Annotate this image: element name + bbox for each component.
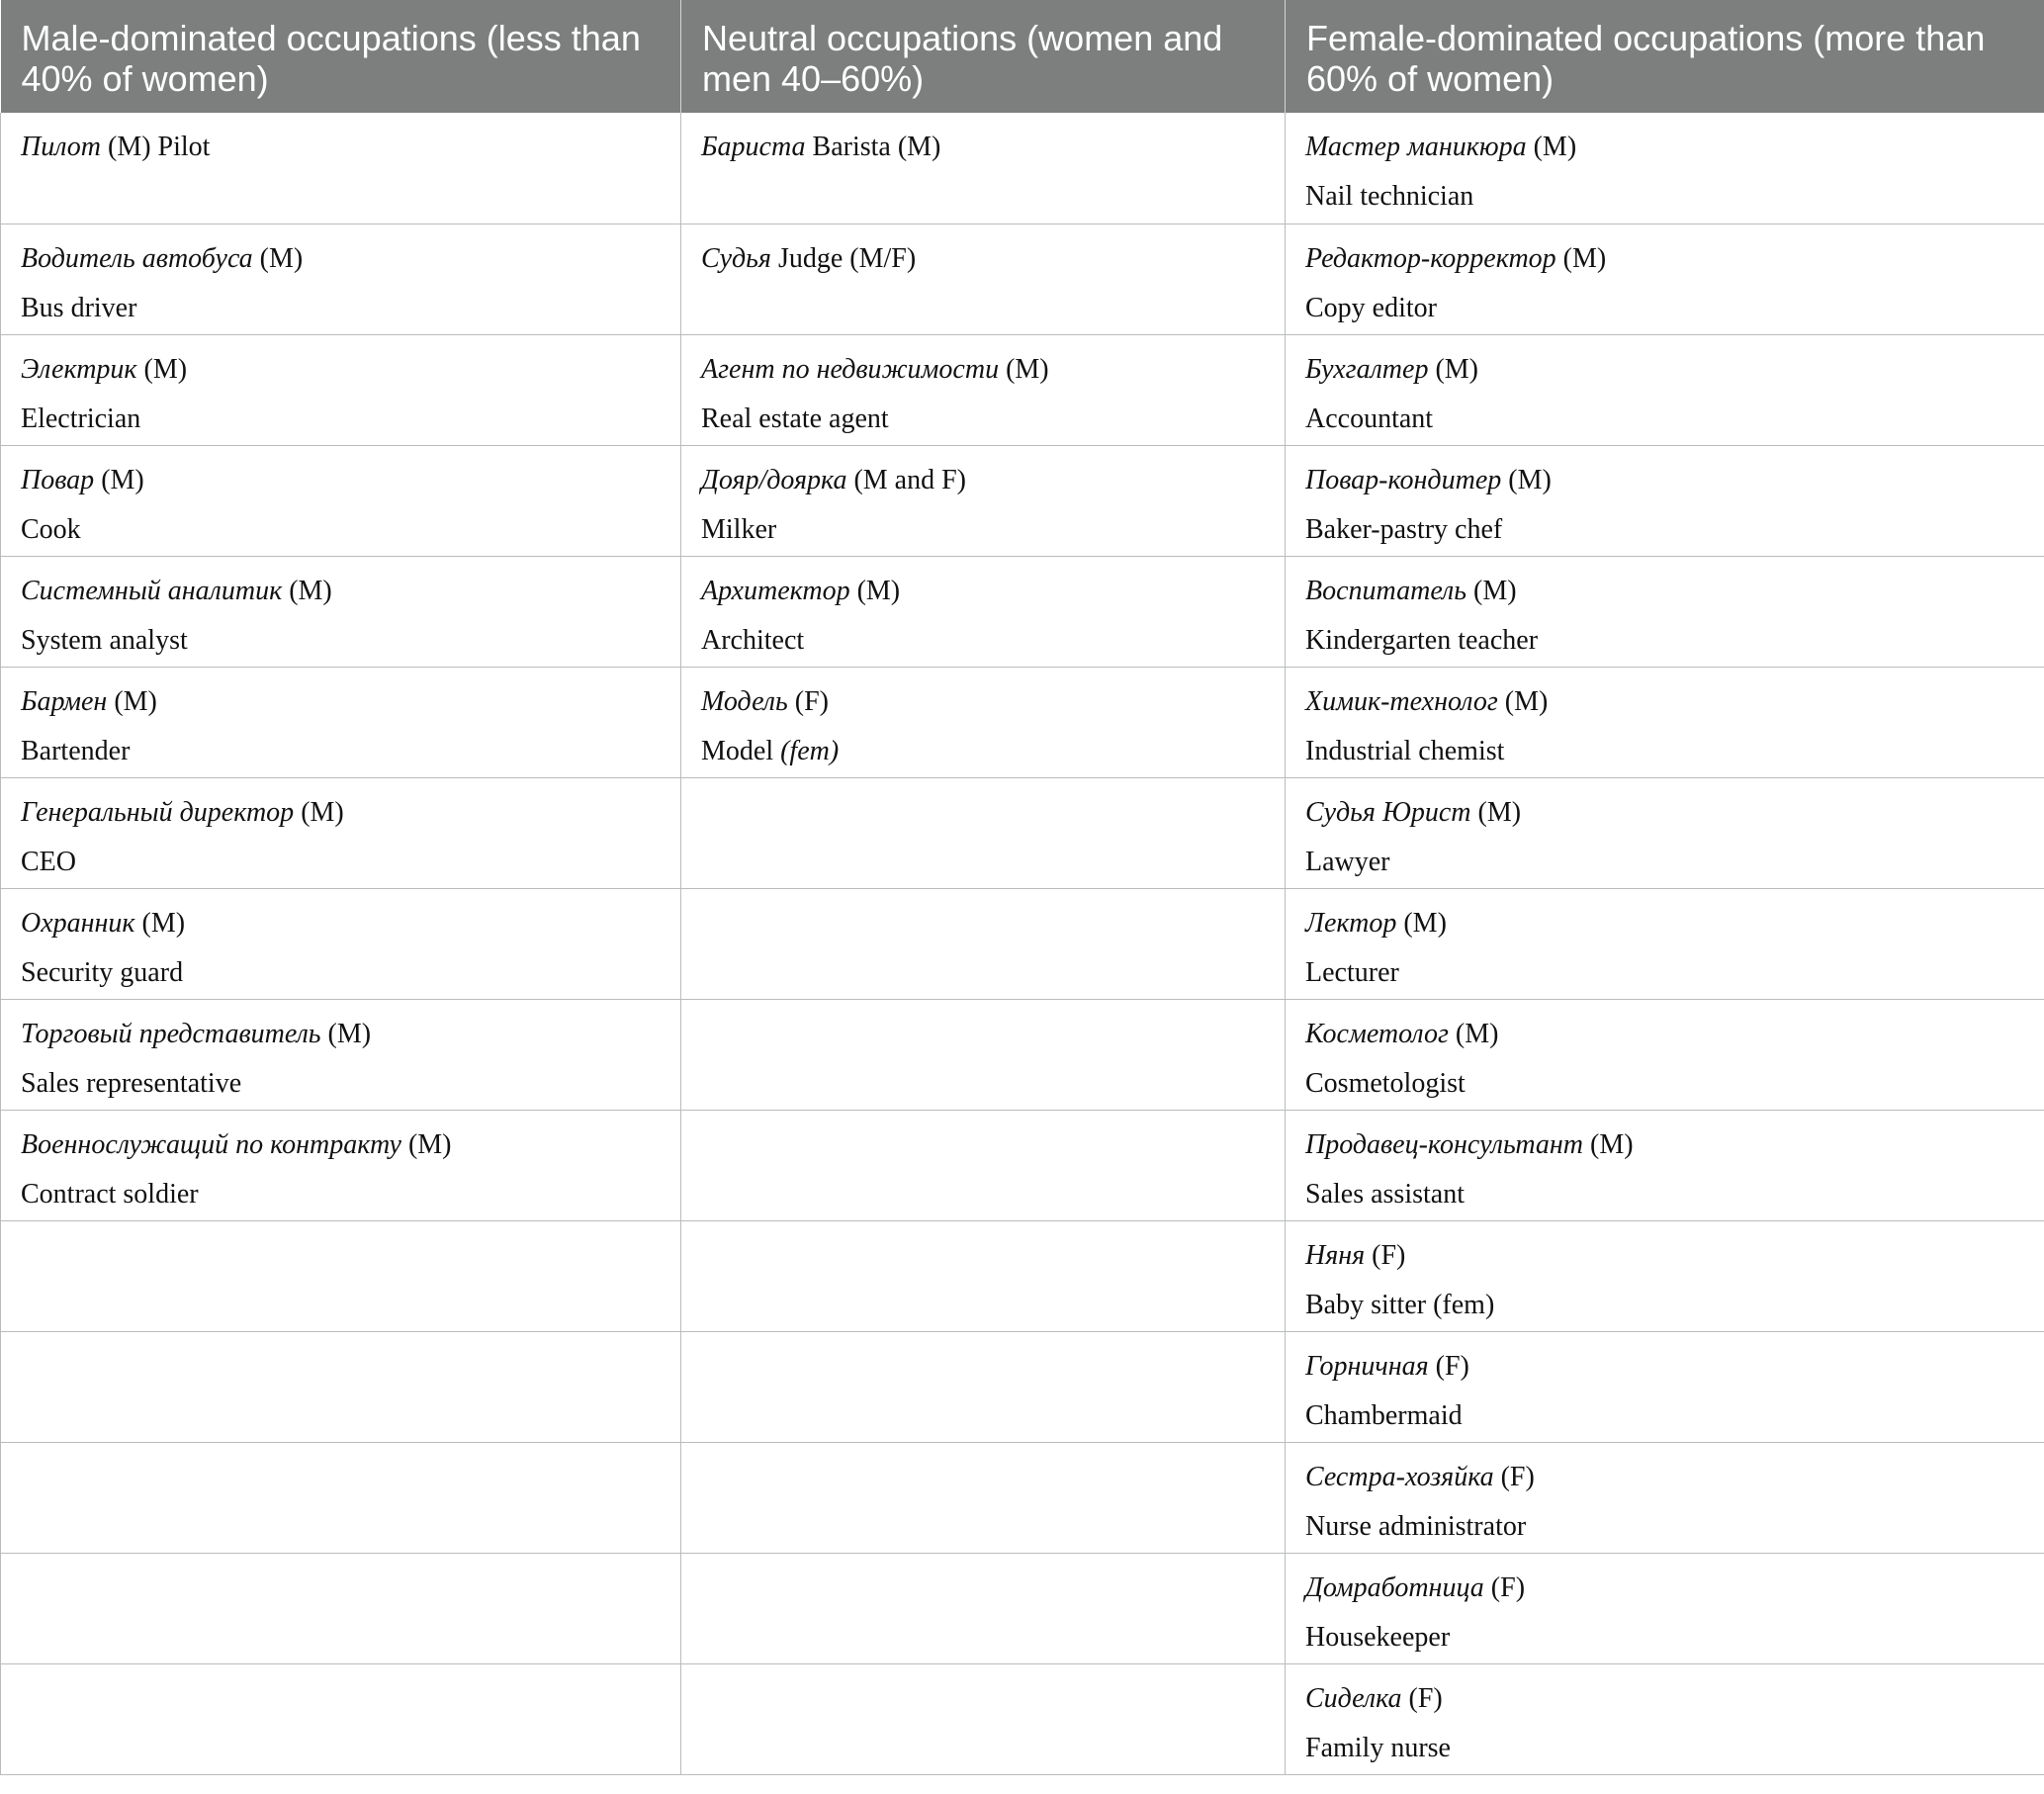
russian-term: Водитель автобуса (21, 242, 253, 274)
occupation-russian-line (1305, 567, 2024, 616)
russian-term: Пилот (21, 132, 101, 162)
cell-female (1286, 999, 2044, 1110)
occupation-russian-line (1305, 456, 2024, 505)
gender-tag: (M) (1448, 1018, 1499, 1049)
english-translation (21, 948, 661, 998)
gender-tag: (F) (1483, 1571, 1526, 1603)
occupation-russian-line (1305, 1342, 2024, 1391)
cell-neutral (681, 888, 1286, 999)
english-term: Industrial chemist (1305, 735, 1505, 766)
english-term: Kindergarten teacher (1305, 624, 1539, 656)
cell-neutral (681, 1553, 1286, 1663)
cell-female (1286, 445, 2044, 556)
english-term: Bus driver (21, 292, 137, 323)
english-translation (1305, 1613, 2024, 1662)
occupation-russian-line (1305, 677, 2024, 727)
occupation-russian-line (1305, 899, 2024, 948)
russian-term: Военнослужащий по контракту (21, 1128, 401, 1160)
table-row (1, 1110, 2044, 1220)
english-translation (1305, 1724, 2024, 1773)
russian-term: Сиделка (1305, 1682, 1402, 1714)
russian-term: Косметолог (1305, 1018, 1449, 1049)
cell-female (1286, 1663, 2044, 1774)
table-row (1, 1553, 2044, 1663)
gender-tag: (M) (282, 575, 332, 606)
russian-term: Электрик (21, 353, 137, 385)
english-term: Contract soldier (21, 1178, 199, 1210)
table-row (1, 1220, 2044, 1331)
english-translation (701, 505, 1265, 555)
gender-tag: Judge (M/F) (770, 242, 917, 274)
gender-tag: (M) (999, 353, 1049, 385)
table-row (1, 999, 2044, 1110)
russian-term: Агент по недвижимости (701, 353, 1000, 385)
gender-tag: (M) (107, 685, 157, 717)
english-term: Cook (21, 513, 81, 545)
occupation-russian-line (1305, 1453, 2024, 1502)
cell-male (1, 224, 681, 334)
table-row (1, 113, 2044, 224)
english-term: Housekeeper (1305, 1621, 1451, 1653)
cell-female (1286, 1553, 2044, 1663)
table-row (1, 1442, 2044, 1553)
cell-neutral (681, 999, 1286, 1110)
occupation-russian-line (701, 123, 1265, 172)
gender-tag: (M) (1526, 132, 1577, 162)
english-translation (1305, 505, 2024, 555)
russian-term: Модель (701, 685, 788, 717)
gender-tag: (F) (787, 685, 829, 717)
gender-tag: (M) (1396, 907, 1447, 939)
russian-term: Охранник (21, 907, 135, 939)
occupation-russian-line (21, 456, 661, 505)
english-term: Nail technician (1305, 181, 1474, 212)
occupation-russian-line (1305, 1564, 2024, 1613)
table-body (1, 113, 2044, 1774)
gender-tag: (M) (134, 907, 186, 939)
cell-female (1286, 224, 2044, 334)
english-translation (701, 727, 1265, 776)
cell-neutral (681, 777, 1286, 888)
russian-term: Лектор (1305, 907, 1397, 939)
table-row (1, 777, 2044, 888)
english-translation (21, 284, 661, 333)
cell-female (1286, 777, 2044, 888)
cell-female (1286, 1220, 2044, 1331)
occupation-russian-line (21, 234, 661, 284)
russian-term: Редактор-корректор (1305, 242, 1556, 274)
cell-male (1, 1220, 681, 1331)
cell-male (1, 999, 681, 1110)
occupation-russian-line (701, 677, 1265, 727)
gender-tag: (M and F) (846, 464, 966, 495)
english-term: Copy editor (1305, 292, 1437, 323)
russian-term: Торговый представитель (21, 1018, 321, 1049)
occupation-russian-line (1305, 1231, 2024, 1281)
gender-tag: (M) (1428, 353, 1478, 385)
english-translation (1305, 948, 2024, 998)
english-translation (701, 395, 1265, 444)
english-translation (21, 616, 661, 666)
english-term: Bartender (21, 735, 131, 766)
cell-neutral (681, 556, 1286, 667)
english-term: Sales assistant (1305, 1178, 1465, 1210)
english-term: Electrician (21, 403, 141, 434)
english-term: Sales representative (21, 1067, 242, 1099)
table-row (1, 445, 2044, 556)
english-translation (1305, 1391, 2024, 1441)
english-term: Family nurse (1305, 1732, 1451, 1763)
cell-male (1, 1553, 681, 1663)
cell-male (1, 667, 681, 777)
russian-term: Бариста (701, 132, 806, 162)
cell-neutral (681, 334, 1286, 445)
cell-neutral (681, 1220, 1286, 1331)
english-translation (1305, 284, 2024, 333)
occupation-russian-line (1305, 1121, 2024, 1170)
occupation-russian-line (1305, 1674, 2024, 1724)
english-translation (21, 395, 661, 444)
cell-neutral (681, 445, 1286, 556)
occupation-russian-line (1305, 345, 2024, 395)
occupation-russian-line (21, 1121, 661, 1170)
occupation-russian-line (21, 123, 661, 172)
header-neutral: Neutral occupations (women and men 40–60%) (681, 0, 1286, 113)
russian-term: Сестра-хозяйка (1305, 1461, 1494, 1492)
gender-tag: (M) (294, 796, 344, 828)
cell-female (1286, 1442, 2044, 1553)
cell-male (1, 1110, 681, 1220)
english-translation (21, 727, 661, 776)
occupation-russian-line (1305, 234, 2024, 284)
english-translation (1305, 1502, 2024, 1552)
english-term: Model (701, 735, 781, 766)
cell-female (1286, 334, 2044, 445)
cell-male (1, 556, 681, 667)
russian-term: Бухгалтер (1305, 353, 1429, 385)
english-term: Milker (701, 513, 777, 545)
russian-term: Архитектор (701, 575, 850, 606)
gender-tag: (M) (1470, 796, 1522, 828)
cell-neutral (681, 224, 1286, 334)
occupation-russian-line (701, 567, 1265, 616)
cell-male (1, 1442, 681, 1553)
english-translation (1305, 1281, 2024, 1330)
english-term: Lawyer (1305, 846, 1390, 877)
russian-term: Домработница (1305, 1571, 1484, 1603)
table-header (1, 0, 2044, 113)
gender-tag: Barista (M) (805, 132, 941, 162)
cell-male (1, 1663, 681, 1774)
english-term: Baker-pastry chef (1305, 513, 1503, 545)
cell-neutral (681, 1331, 1286, 1442)
english-translation (701, 616, 1265, 666)
english-translation (21, 1059, 661, 1109)
table-row (1, 224, 2044, 334)
english-translation (1305, 172, 2024, 222)
english-translation (1305, 616, 2024, 666)
gender-tag: (M) (400, 1128, 452, 1160)
table-row (1, 667, 2044, 777)
gender-tag: (M) (1466, 575, 1517, 606)
russian-term: Горничная (1305, 1350, 1429, 1382)
english-term: Lecturer (1305, 956, 1399, 988)
cell-female (1286, 888, 2044, 999)
table-row (1, 888, 2044, 999)
table-row (1, 1663, 2044, 1774)
cell-female (1286, 1110, 2044, 1220)
english-term: Baby sitter (fem) (1305, 1289, 1495, 1320)
english-translation (21, 838, 661, 887)
cell-male (1, 1331, 681, 1442)
cell-female (1286, 113, 2044, 224)
gender-tag: (M) (1497, 685, 1549, 717)
cell-neutral (681, 113, 1286, 224)
english-term: Chambermaid (1305, 1399, 1463, 1431)
cell-male (1, 777, 681, 888)
cell-neutral (681, 1110, 1286, 1220)
occupation-russian-line (701, 456, 1265, 505)
english-term: Security guard (21, 956, 184, 988)
cell-male (1, 888, 681, 999)
russian-term: Судья Юрист (1305, 796, 1471, 828)
english-translation (21, 1170, 661, 1219)
gender-tag: (M) (320, 1018, 372, 1049)
gender-tag: (F) (1401, 1682, 1443, 1714)
gender-tag: (F) (1493, 1461, 1535, 1492)
russian-term: Судья (701, 242, 771, 274)
header-male-dominated: Male-dominated occupations (less than 40% of women) (1, 0, 681, 113)
table-row (1, 334, 2044, 445)
cell-male (1, 334, 681, 445)
gender-tag: (M) (94, 464, 144, 495)
gender-tag: (M) (1501, 464, 1552, 495)
russian-term: Воспитатель (1305, 575, 1466, 606)
gender-tag: (M) (849, 575, 901, 606)
english-term: Architect (701, 624, 805, 656)
gender-tag: (M) (1583, 1128, 1634, 1160)
english-term: Accountant (1305, 403, 1434, 434)
cell-neutral (681, 1663, 1286, 1774)
cell-female (1286, 1331, 2044, 1442)
gender-tag: (M) (136, 353, 188, 385)
cell-male (1, 445, 681, 556)
gender-tag: (F) (1428, 1350, 1469, 1382)
russian-term: Дояр/доярка (701, 464, 847, 495)
english-term: CEO (21, 846, 76, 877)
table-row (1, 1331, 2044, 1442)
occupation-russian-line (21, 677, 661, 727)
russian-term: Няня (1305, 1239, 1366, 1271)
english-term: Real estate agent (701, 403, 889, 434)
russian-term: Системный аналитик (21, 575, 283, 606)
occupation-russian-line (21, 788, 661, 838)
occupation-russian-line (1305, 1010, 2024, 1059)
occupation-russian-line (21, 567, 661, 616)
english-term: Cosmetologist (1305, 1067, 1466, 1099)
russian-term: Бармен (21, 685, 108, 717)
gender-tag: (M) (1555, 242, 1607, 274)
english-translation (1305, 838, 2024, 887)
occupation-russian-line (1305, 123, 2024, 172)
russian-term: Генеральный директор (21, 796, 295, 828)
russian-term: Продавец-консультант (1305, 1128, 1584, 1160)
english-term: Nurse administrator (1305, 1510, 1527, 1542)
header-row (1, 0, 2044, 113)
cell-male (1, 113, 681, 224)
occupation-russian-line (21, 1010, 661, 1059)
russian-term: Повар (21, 464, 95, 495)
cell-neutral (681, 667, 1286, 777)
russian-term: Мастер маникюра (1305, 132, 1527, 162)
cell-female (1286, 556, 2044, 667)
occupation-russian-line (1305, 788, 2024, 838)
gender-tag: (F) (1365, 1239, 1406, 1271)
cell-neutral (681, 1442, 1286, 1553)
russian-term: Повар-кондитер (1305, 464, 1502, 495)
english-translation (1305, 1170, 2024, 1219)
english-translation (1305, 727, 2024, 776)
occupation-russian-line (21, 899, 661, 948)
english-qualifier: (fem) (780, 735, 840, 766)
cell-female (1286, 667, 2044, 777)
gender-tag: (M) (252, 242, 304, 274)
table-row (1, 556, 2044, 667)
gender-tag: (M) Pilot (101, 132, 211, 162)
english-translation (1305, 1059, 2024, 1109)
russian-term: Химик-технолог (1305, 685, 1498, 717)
english-term: System analyst (21, 624, 188, 656)
occupation-russian-line (701, 234, 1265, 284)
occupation-russian-line (701, 345, 1265, 395)
english-translation (21, 505, 661, 555)
english-translation (1305, 395, 2024, 444)
occupation-russian-line (21, 345, 661, 395)
header-female-dominated: Female-dominated occupations (more than 60% of women) (1286, 0, 2044, 113)
